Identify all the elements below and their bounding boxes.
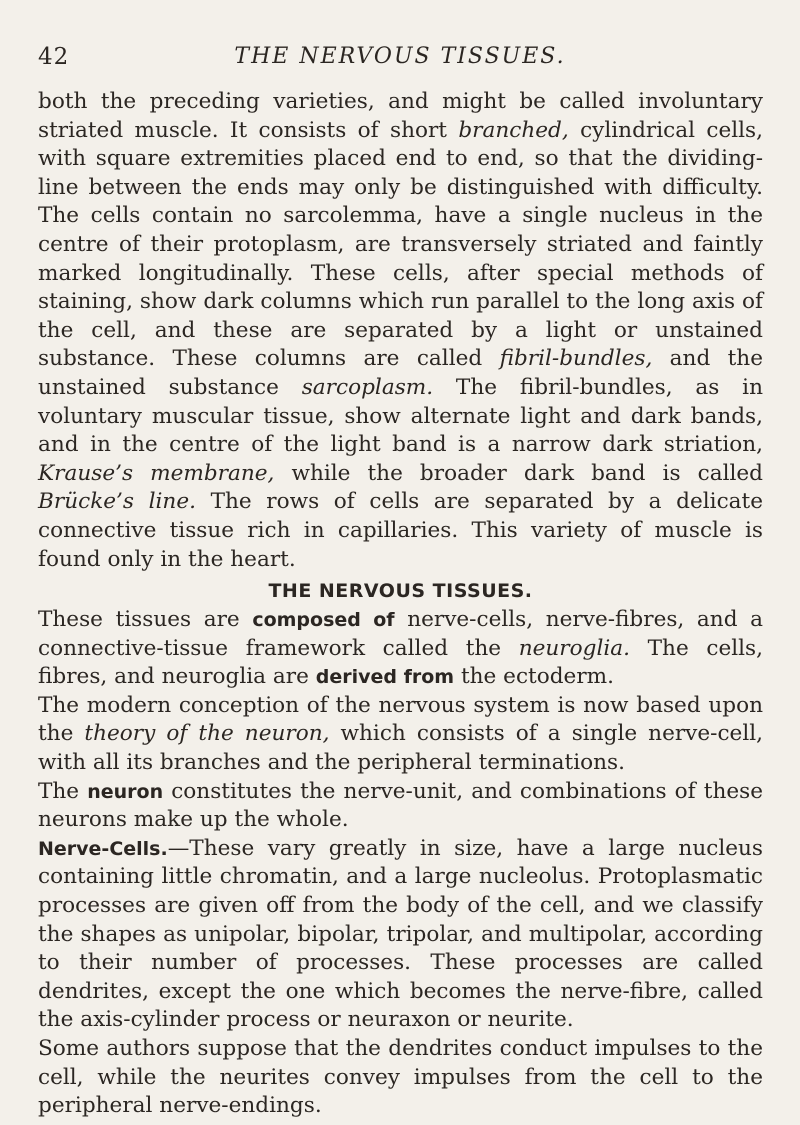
paragraph-dendrites-impulses — [38, 1035, 763, 1121]
text-run: nerve-cells, nerve-fibres, and a connective-tissue framework called the — [38, 607, 764, 661]
italic-term-neuroglia: neuroglia. — [518, 635, 630, 661]
text-run: The — [38, 778, 88, 804]
page-number: 42 — [38, 44, 70, 70]
text-run: both the preceding varieties, and might be called involuntary striated muscle. It consists of short — [38, 89, 763, 143]
text-run: —These vary greatly in size, have a large nucleus containing little chromatin, and a large nucleolus. Protoplasmatic processes are given off from the body of the cell, and we classify the shapes as unipolar, bipolar, tripolar, and multipolar, according to their number of processes. These processes are called dendrites, except the one which becomes the nerve-fibre, called the axis-cylinder process or neuraxon or neurite. — [38, 835, 763, 1033]
paragraph-cardiac-muscle — [38, 88, 763, 574]
page-header — [38, 44, 762, 74]
bold-term-derived-from: derived from — [315, 666, 455, 689]
text-run: The modern conception of the nervous system is now based upon the — [38, 692, 763, 747]
paragraph-nerve-cells — [38, 835, 763, 1035]
bold-term-nerve-cells: Nerve-Cells. — [38, 837, 168, 860]
section-heading: THE NERVOUS TISSUES. — [268, 580, 533, 603]
text-run: cylindrical cells, with square extremities placed end to end, so that the dividing-line between the ends may only be distinguished with difficulty. The cells contain no sarcolemma, have a single nucleus in the centre of their protoplasm, are transversely striated and faintly marked longitudinally. These cells, after special methods of staining, show dark columns which run parallel to the long axis of the cell, and these are separated by a light or unstained substance. These columns are called — [38, 117, 763, 372]
paragraph-neuron-unit — [38, 778, 763, 835]
text-run: the ectoderm. — [454, 664, 615, 690]
italic-term-brucke-line: Brücke’s line. — [38, 489, 196, 515]
text-run: Some authors suppose that the dendrites conduct impulses to the cell, while the neurites convey impulses from the cell to the peripheral nerve-endings. — [38, 1036, 763, 1119]
text-run: and the unstained substance — [38, 346, 763, 400]
paragraph-neuron-theory — [38, 692, 763, 778]
text-run: constitutes the nerve-unit, and combinations of these neurons make up the whole. — [38, 778, 763, 833]
text-run: which consists of a single nerve-cell, with all its branches and the peripheral terminations. — [38, 721, 764, 776]
text-run: The fibril-bundles, as in voluntary muscular tissue, show alternate light and dark bands, and in the centre of the light band is a narrow dark striation, — [38, 374, 763, 458]
body-text — [38, 88, 763, 1121]
running-title: THE NERVOUS TISSUES. — [234, 44, 566, 69]
text-run: The cells, fibres, and neuroglia are — [38, 635, 763, 690]
text-run: while the broader dark band is called — [274, 460, 763, 486]
bold-term-composed-of: composed of — [252, 609, 395, 632]
bold-term-neuron: neuron — [87, 780, 164, 803]
paragraph-tissues-composition — [38, 606, 763, 692]
italic-term-theory-of-neuron: theory of the neuron, — [84, 721, 330, 747]
text-run: The rows of cells are separated by a delicate connective tissue rich in capillaries. This variety of muscle is found only in the heart. — [38, 489, 763, 572]
italic-term-sarcoplasm: sarcoplasm. — [301, 374, 434, 400]
italic-term-fibril-bundles: fibril-bundles, — [499, 346, 653, 372]
italic-term-krause-membrane: Krause’s membrane, — [38, 460, 275, 486]
text-run: These tissues are — [38, 607, 253, 633]
italic-term-branched: branched, — [458, 117, 569, 143]
